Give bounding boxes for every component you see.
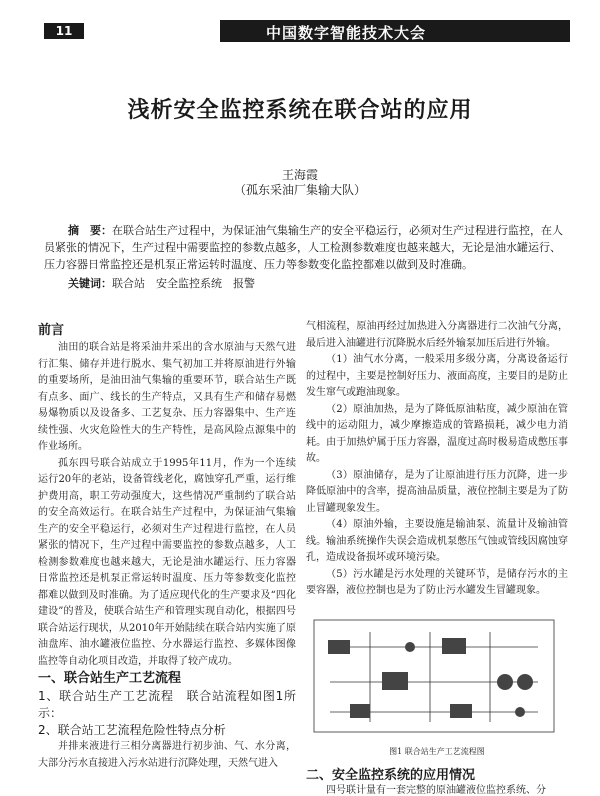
paragraph: （4）原油外输，主要设施是输油泵、流量计及输油管线。输油系统操作失误会造成机泵憋压气蚀或管线因腐蚀穿孔，造成设备损坏或环境污染。	[306, 519, 568, 563]
paragraph: （1）油气水分离，一般采用多级分离，分离设备运行的过程中，主要是控制好压力、液面高度，主要目的是防止发生窜气或跑油现象。	[306, 354, 568, 398]
paragraph: 并排来液进行三相分离器进行初步油、气、水分离，大部分污水直接进入污水站进行沉降处理，天然气进入	[38, 741, 296, 769]
process-flow-diagram	[310, 612, 558, 740]
paragraph: （5）污水罐是污水处理的关键环节，是储存污水的主要容器，液位控制也是为了防止污水罐发生冒罐现象。	[306, 568, 568, 596]
abstract-text: 在联合站生产过程中，为保证油气集输生产的安全平稳运行，必须对生产过程进行监控，在人员紧张的情况下，生产过程中需要监控的参数点越多，人工检测参数难度也越来越大，无论是油水罐运行、压力容器日常监控还是机泵正常运转时温度、压力等参数变化监控都难以做到及时准确。	[44, 224, 563, 271]
heater	[382, 672, 408, 690]
paragraph: 油田的联合站是将采油井采出的含水原油与天然气进行汇集、储存并进行脱水、集气初加工并将原油进行外输的重要场所，是油田油气集输的重要环节，联合站生产既有点多、面广、线长的生产特点，又具有生产和储存易燃易爆物质以及设备多、工艺复杂、压力容器集中、生产连续性强、火灾危险性大的生产特性，是高风险点源集中的作业场所。	[38, 342, 296, 452]
journal-banner	[220, 20, 570, 42]
left-column	[38, 322, 296, 772]
abstract	[44, 222, 568, 273]
separator-vessel	[328, 640, 350, 654]
paragraph: （2）原油加热，是为了降低原油粘度，减少原油在管线中的运动阻力，减少摩擦造成的管路损耗，减少电力消耗。由于加热炉属于压力容器，温度过高时极易造成憋压事故。	[306, 403, 568, 464]
pump	[450, 704, 472, 718]
keywords-text: 联合站 安全监控系统 报警	[112, 277, 255, 290]
subsection-heading: 1、联合站生产工艺流程 联合站流程如图1所示：	[38, 689, 296, 720]
storage-tank	[497, 674, 513, 690]
storage-tank	[517, 674, 533, 690]
keywords	[44, 275, 568, 292]
journal-header	[44, 20, 570, 44]
paragraph: 气相流程，原油再经过加热进入分离器进行二次油气分离，最后进入油罐进行沉降脱水后经外输泵加压后进行外输。	[306, 321, 568, 349]
section-heading: 二、安全监控系统的应用情况	[306, 768, 476, 783]
preface-heading: 前言	[38, 323, 65, 338]
paragraph: （3）原油储存，是为了让原油进行压力沉降，进一步降低原油中的含率，提高油品质量，液位控制主要是为了防止冒罐现象发生。	[306, 469, 568, 514]
valve	[405, 642, 415, 652]
author: 王海霞	[281, 168, 318, 182]
valve	[515, 707, 525, 717]
right-column	[306, 319, 568, 600]
journal-title: 中国数字智能技术大会	[266, 24, 427, 42]
keywords-label: 关键词：	[68, 277, 112, 290]
figure-caption: 图1 联合站生产工艺流程图	[389, 747, 485, 756]
subsection-heading: 2、联合站工艺流程危险性特点分析	[38, 723, 226, 737]
separator-vessel	[442, 638, 466, 654]
pump	[350, 704, 370, 718]
section-heading: 一、联合站生产工艺流程	[38, 671, 182, 686]
page-number: 11	[44, 23, 84, 39]
affiliation: （孤东采油厂集输大队）	[233, 183, 366, 197]
paragraph: 四号联计量有一套完整的原油罐液位监控系统、分	[326, 785, 546, 796]
paper-title: 浅析安全监控系统在联合站的应用	[127, 98, 473, 123]
paragraph: 孤东四号联合站成立于1995年11月，作为一个连续运行20年的老站，设备管线老化，腐蚀穿孔严重，运行维护费用高，职工劳动强度大，这些情况严重制约了联合站的安全高效运行。在联合站生产过程中，为保证油气集输生产的安全平稳运行，必须对生产过程进行监控，在人员紧张的情况下，生产过程中需要监控的参数点越多，人工检测参数难度也越来越大，无论是油水罐运行、压力容器日常监控还是机泵正常运转时温度、压力等参数变化监控都难以做到及时准确。为了适应现代化的生产要求及“四化建设”的普及，使联合站生产和管理实现自动化，根据四号联合站运行现状，从2010年开始陆续在联合站内实施了原油盘库、油水罐液位监控、分水器运行监控、多媒体图像监控等自动化项目改造，并取得了较产成功。	[38, 457, 296, 667]
abstract-label: 摘 要：	[68, 224, 112, 237]
